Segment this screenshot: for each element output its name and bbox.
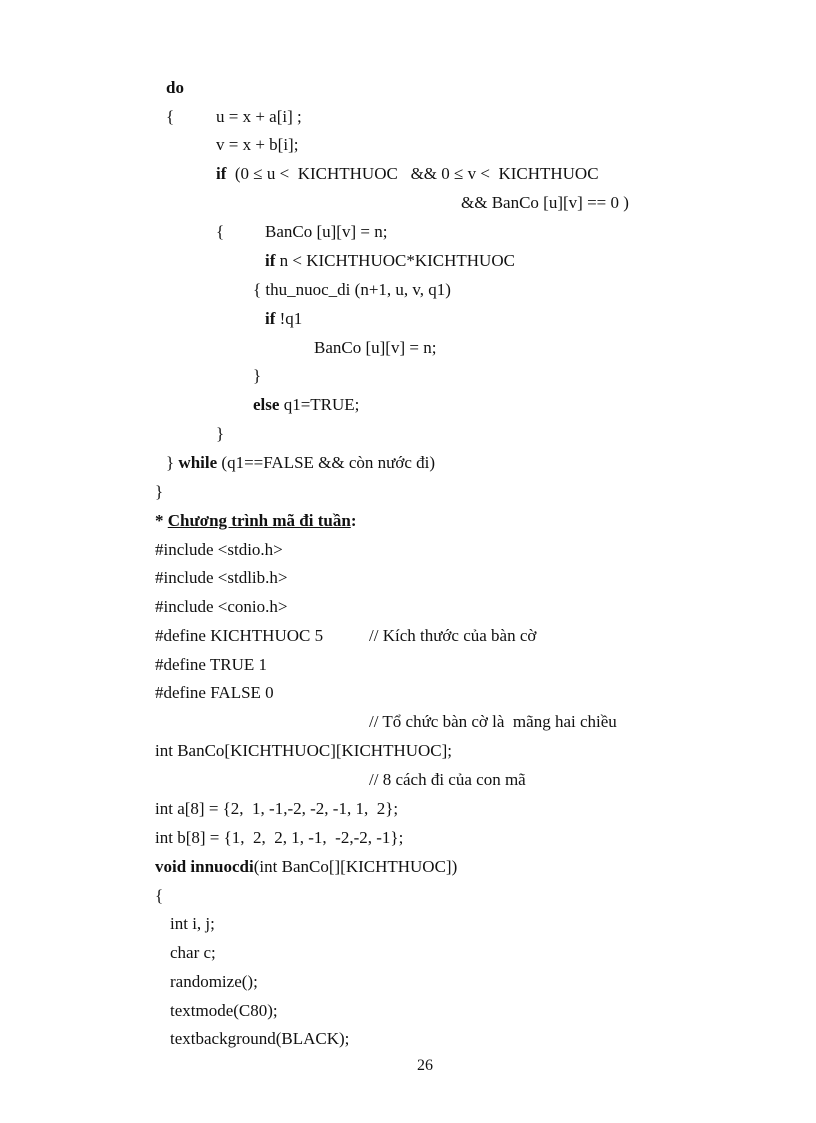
code-line: randomize();	[170, 972, 258, 991]
keyword: if	[265, 309, 276, 328]
keyword: if	[265, 251, 276, 270]
code-text: q1=TRUE;	[279, 395, 360, 414]
code-brace: {	[155, 886, 164, 905]
heading-star: *	[155, 511, 168, 530]
code-text: (0 ≤ u < KICHTHUOC && 0 ≤ v < KICHTHUOC	[234, 164, 599, 183]
page-number: 26	[417, 1057, 433, 1074]
heading-title: Chương trình mã đi tuần	[167, 511, 351, 530]
code-line: #include <conio.h>	[155, 597, 288, 616]
code-line	[253, 395, 359, 415]
code-line: int BanCo[KICHTHUOC][KICHTHUOC];	[155, 741, 453, 760]
code-text: (int BanCo[][KICHTHUOC])	[253, 857, 458, 876]
code-line	[216, 164, 599, 184]
code-brace: }	[216, 424, 225, 443]
section-heading	[155, 511, 356, 531]
code-line: BanCo [u][v] = n;	[265, 222, 388, 241]
code-text: !q1	[275, 309, 303, 328]
code-brace: {	[166, 107, 175, 126]
code-line: { thu_nuoc_di (n+1, u, v, q1)	[253, 280, 451, 299]
keyword: void innuocdi	[155, 857, 254, 876]
heading-colon: :	[350, 511, 357, 530]
code-line	[265, 251, 515, 271]
code-line	[155, 857, 457, 877]
code-comment: // 8 cách đi của con mã	[369, 770, 526, 789]
code-line: #define TRUE 1	[155, 655, 268, 674]
code-line: #define KICHTHUOC 5	[155, 626, 324, 645]
code-line: && BanCo [u][v] == 0 )	[461, 193, 629, 212]
code-brace: }	[155, 482, 164, 501]
keyword: while	[178, 453, 218, 472]
code-brace: }	[253, 366, 262, 385]
code-line: #define FALSE 0	[155, 683, 274, 702]
keyword: if	[216, 164, 227, 183]
code-line: do	[166, 78, 184, 97]
code-line: v = x + b[i];	[216, 135, 299, 154]
keyword: else	[253, 395, 280, 414]
code-line	[265, 309, 302, 329]
code-line: u = x + a[i] ;	[216, 107, 302, 126]
code-line: int a[8] = {2, 1, -1,-2, -2, -1, 1, 2};	[155, 799, 399, 818]
code-text: n < KICHTHUOC*KICHTHUOC	[275, 251, 515, 270]
code-comment: // Tổ chức bàn cờ là mãng hai chiều	[369, 712, 617, 731]
code-line: #include <stdio.h>	[155, 540, 283, 559]
code-line: BanCo [u][v] = n;	[314, 338, 437, 357]
code-line: char c;	[170, 943, 216, 962]
code-line: textbackground(BLACK);	[170, 1029, 350, 1048]
code-line: textmode(C80);	[170, 1001, 278, 1020]
code-text: }	[166, 453, 179, 472]
code-brace: {	[216, 222, 225, 241]
code-line: int i, j;	[170, 914, 215, 933]
code-line	[166, 453, 435, 473]
code-text: (q1==FALSE && còn nước đi)	[217, 453, 436, 472]
code-comment: // Kích thước của bàn cờ	[369, 626, 537, 645]
code-line: #include <stdlib.h>	[155, 568, 288, 587]
code-line: int b[8] = {1, 2, 2, 1, -1, -2,-2, -1};	[155, 828, 404, 847]
